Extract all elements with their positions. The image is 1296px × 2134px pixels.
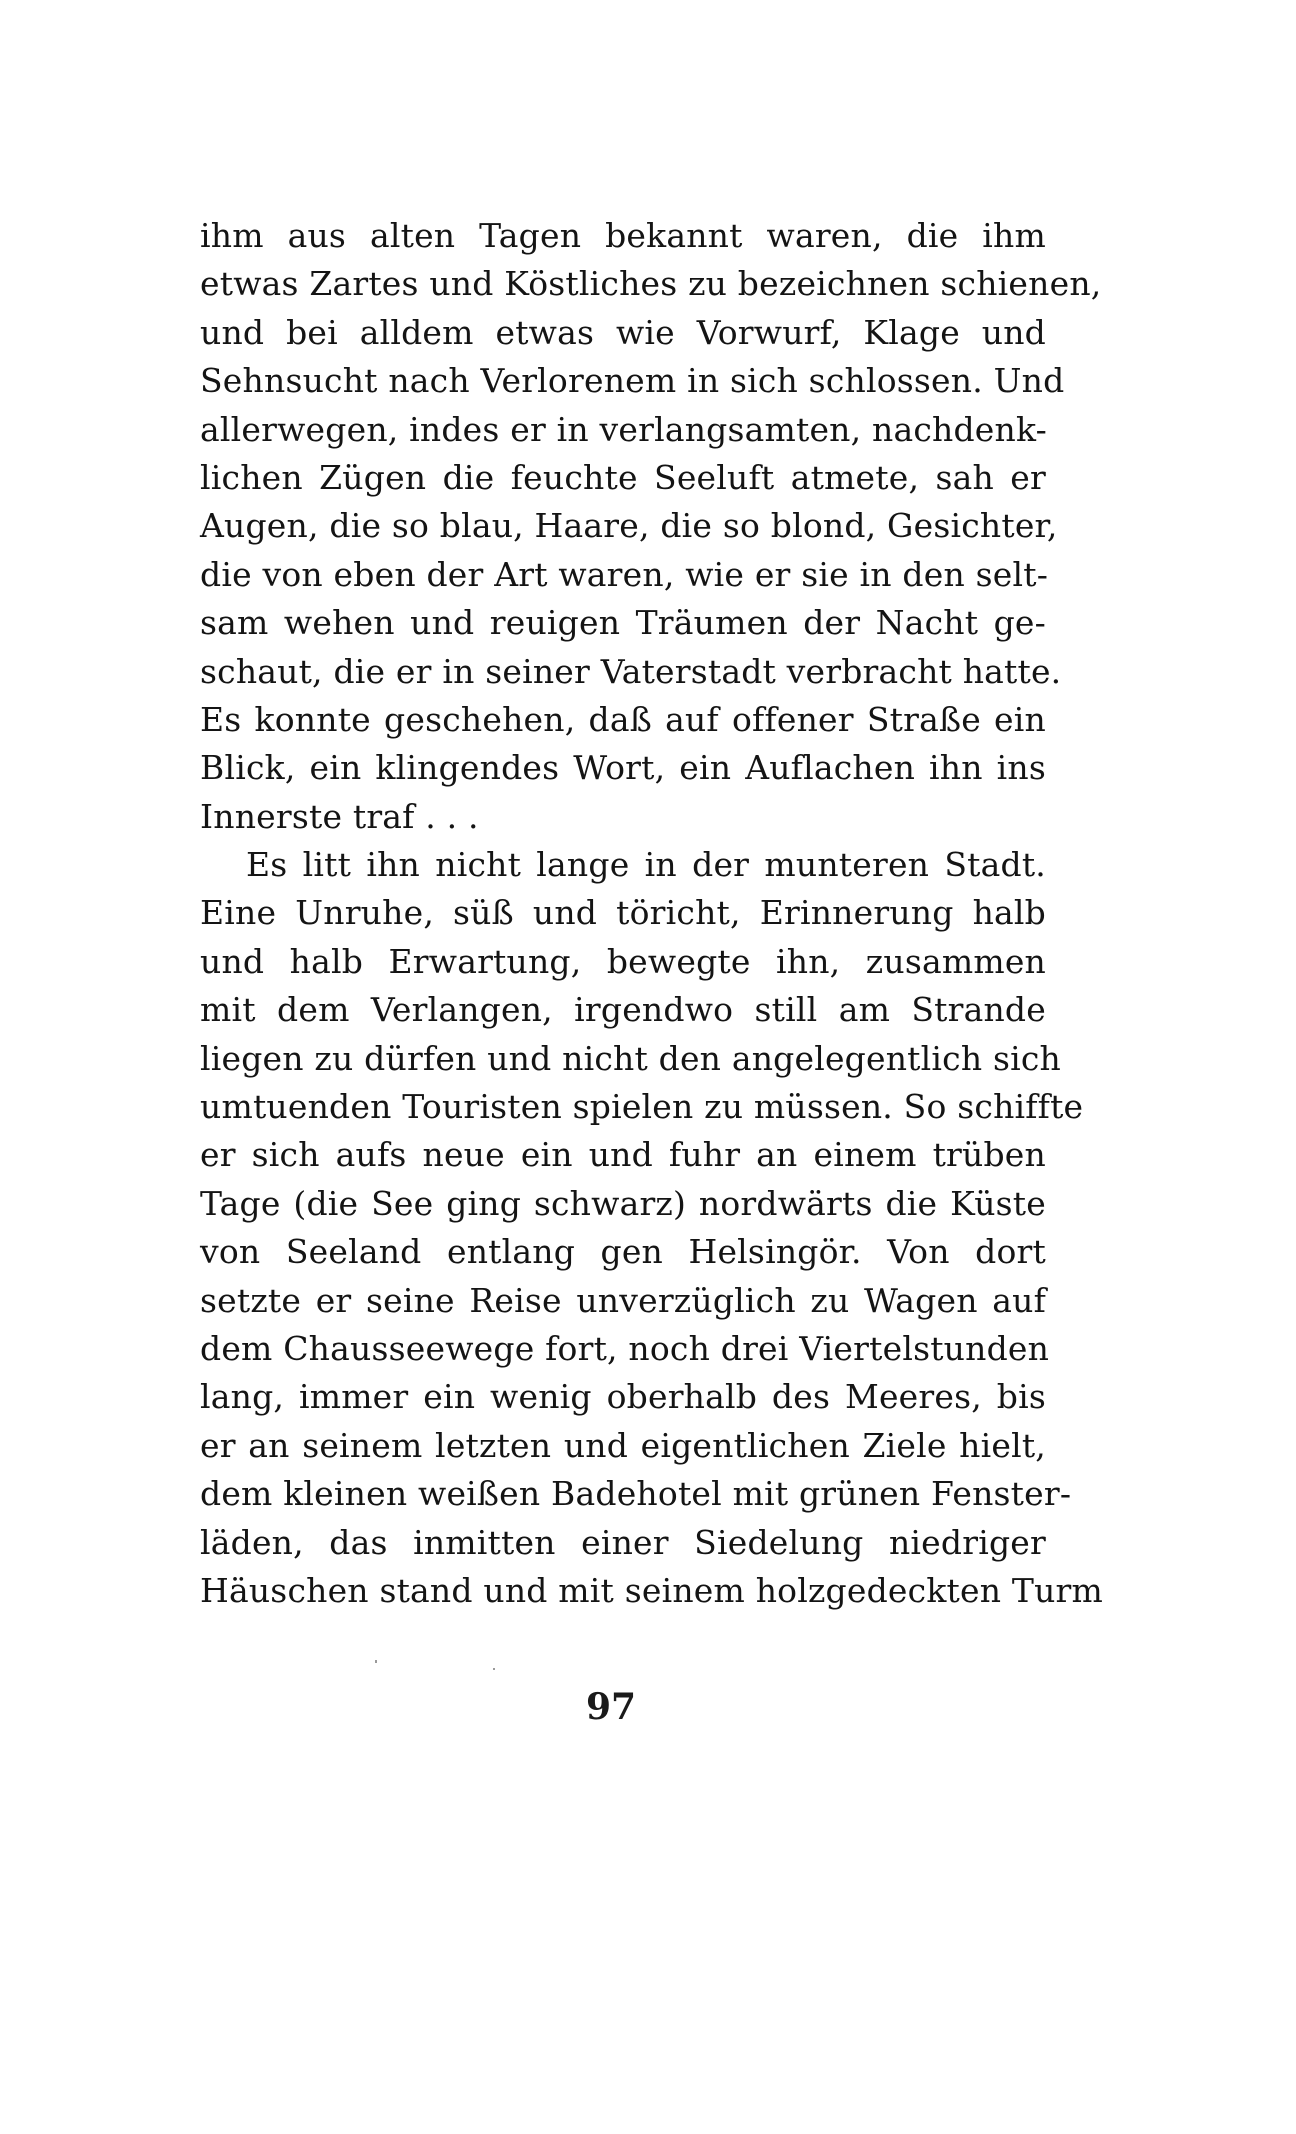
text-line: sam wehen und reuigen Träumen der Nacht ge- [200,603,1046,643]
text-line: Häuschen stand und mit seinem holzgedeckten Turm [200,1570,1104,1610]
text-line: Sehnsucht nach Verlorenem in sich schlossen. Und [200,361,1065,401]
text-line: mit dem Verlangen, irgendwo still am Strande [200,990,1046,1030]
text-line: er an seinem letzten und eigentlichen Ziele hielt, [200,1425,1046,1465]
body-text [200,212,1104,1615]
text-line: dem Chausseewege fort, noch drei Viertelstunden [200,1328,1050,1368]
text-line: Eine Unruhe, süß und töricht, Erinnerung halb [200,893,1046,933]
text-line: allerwegen, indes er in verlangsamten, nachdenk- [200,409,1047,449]
text-line: läden, das inmitten einer Siedelung niedriger [200,1522,1046,1562]
text-line: Tage (die See ging schwarz) nordwärts die Küste [200,1183,1046,1223]
text-line: und halb Erwartung, bewegte ihn, zusammen [200,941,1046,981]
paragraph-end-line: Innerste traf . . . [200,796,479,836]
text-line: und bei alldem etwas wie Vorwurf, Klage und [200,312,1046,352]
text-line: Augen, die so blau, Haare, die so blond, Gesichter, [200,506,1058,546]
scan-speck [375,1660,377,1663]
text-line: umtuenden Touristen spielen zu müssen. So schiffte [200,1087,1084,1127]
text-line: setzte er seine Reise unverzüglich zu Wagen auf [200,1280,1046,1320]
scan-speck [493,1668,495,1670]
text-line: von Seeland entlang gen Helsingör. Von dort [200,1232,1046,1272]
text-line: lang, immer ein wenig oberhalb des Meeres, bis [200,1377,1046,1417]
paragraph-start-line: Es litt ihn nicht lange in der munteren Stadt. [246,845,1046,885]
text-line: Blick, ein klingendes Wort, ein Auflachen ihn ins [200,748,1046,788]
text-line: lichen Zügen die feuchte Seeluft atmete, sah er [200,457,1046,497]
text-line: liegen zu dürfen und nicht den angelegentlich sich [200,1038,1062,1078]
text-line: etwas Zartes und Köstliches zu bezeichnen schienen, [200,264,1102,304]
text-line: ihm aus alten Tagen bekannt waren, die ihm [200,216,1046,255]
text-line: schaut, die er in seiner Vaterstadt verbracht hatte. [200,651,1062,691]
text-line: die von eben der Art waren, wie er sie in den selt- [200,554,1049,594]
text-line: er sich aufs neue ein und fuhr an einem trüben [200,1135,1046,1175]
text-line: dem kleinen weißen Badehotel mit grünen Fenster- [200,1474,1072,1514]
text-line: Es konnte geschehen, daß auf offener Straße ein [200,699,1046,739]
page-number: 97 [585,1686,637,1728]
